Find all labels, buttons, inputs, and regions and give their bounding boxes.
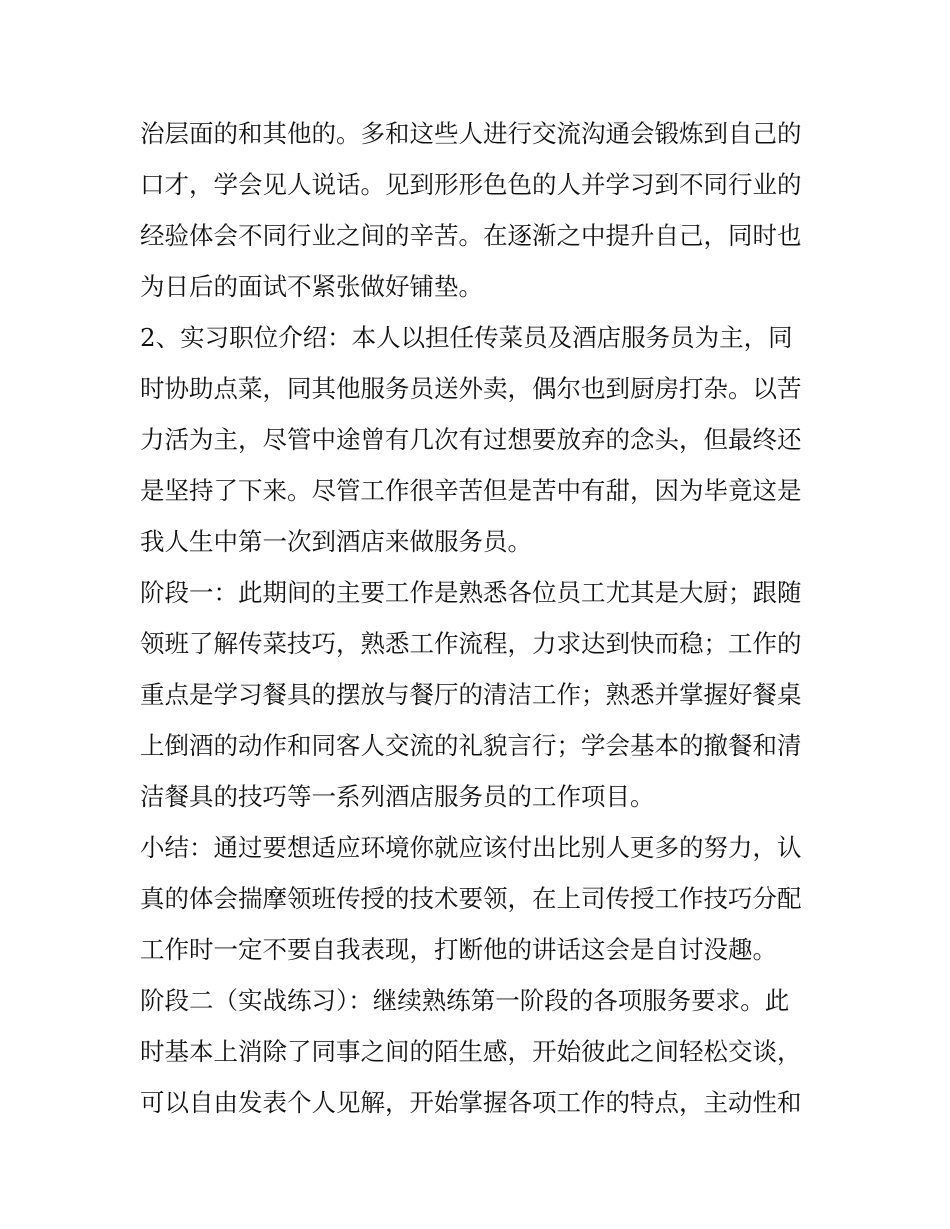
text-line: 领班了解传菜技巧，熟悉工作流程，力求达到快而稳；工作的 — [140, 629, 802, 658]
text-line: 经验体会不同行业之间的辛苦。在逐渐之中提升自己，同时也 — [140, 221, 802, 250]
text-line: 可以自由发表个人见解，开始掌握各项工作的特点，主动性和 — [140, 1088, 802, 1117]
text-line: 真的体会揣摩领班传授的技术要领，在上司传授工作技巧分配 — [140, 884, 802, 913]
text-line: 阶段二（实战练习）：继续熟练第一阶段的各项服务要求。此 — [140, 986, 790, 1015]
text-line: 阶段一：此期间的主要工作是熟悉各位员工尤其是大厨；跟随 — [140, 578, 802, 607]
text-line: 治层面的和其他的。多和这些人进行交流沟通会锻炼到自己的 — [140, 119, 802, 148]
text-line: 我人生中第一次到酒店来做服务员。 — [140, 527, 532, 556]
text-line: 上倒酒的动作和同客人交流的礼貌言行；学会基本的撤餐和清 — [140, 731, 802, 760]
text-line: 2、实习职位介绍：本人以担任传菜员及酒店服务员为主，同 — [140, 323, 793, 352]
text-line: 时基本上消除了同事之间的陌生感，开始彼此之间轻松交谈， — [140, 1037, 802, 1066]
text-line: 口才，学会见人说话。见到形形色色的人并学习到不同行业的 — [140, 170, 802, 199]
text-line: 为日后的面试不紧张做好铺垫。 — [140, 272, 483, 301]
document-body — [140, 108, 820, 1128]
text-line: 小结：通过要想适应环境你就应该付出比别人更多的努力，认 — [140, 833, 802, 862]
text-line: 工作时一定不要自我表现，打断他的讲话这会是自讨没趣。 — [140, 935, 777, 964]
text-line: 是坚持了下来。尽管工作很辛苦但是苦中有甜，因为毕竟这是 — [140, 476, 802, 505]
text-line: 时协助点菜，同其他服务员送外卖，偶尔也到厨房打杂。以苦 — [140, 374, 802, 403]
text-line: 洁餐具的技巧等一系列酒店服务员的工作项目。 — [140, 782, 655, 811]
text-line: 重点是学习餐具的摆放与餐厅的清洁工作；熟悉并掌握好餐桌 — [140, 680, 802, 709]
text-line: 力活为主，尽管中途曾有几次有过想要放弃的念头，但最终还 — [140, 425, 802, 454]
